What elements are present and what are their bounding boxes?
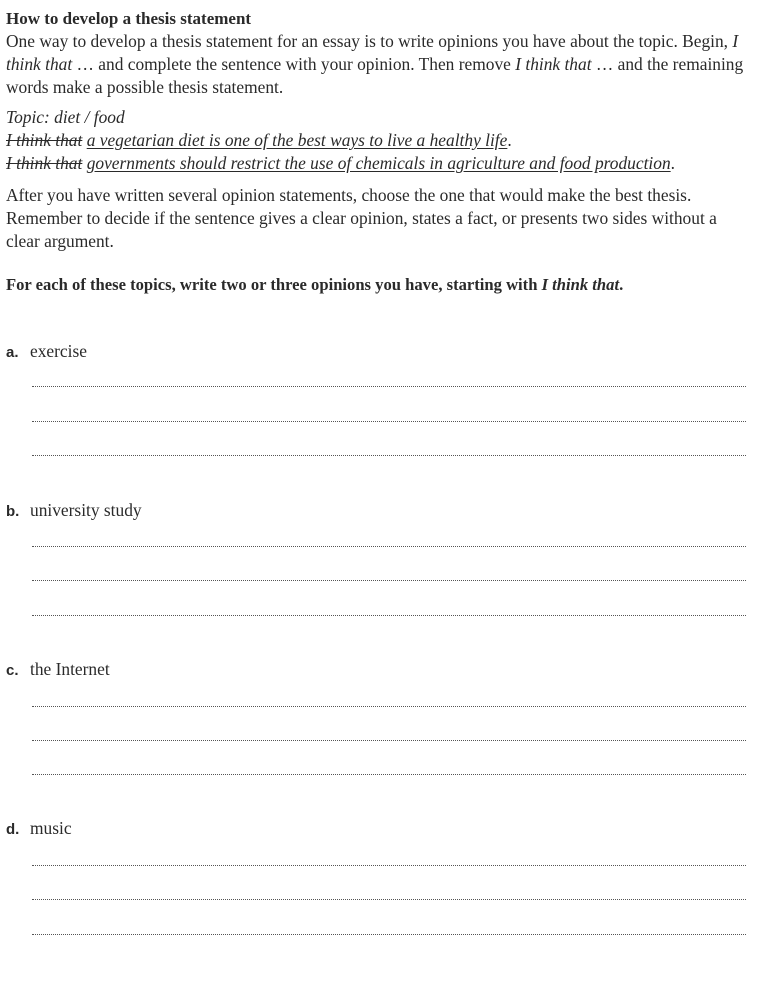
item-topic: university study — [30, 500, 142, 520]
example-block — [6, 106, 751, 175]
answer-line[interactable] — [32, 774, 746, 775]
instruction-italic: I think that — [541, 275, 620, 294]
answer-line[interactable] — [32, 934, 746, 935]
item-letter: b. — [6, 503, 20, 520]
answer-line[interactable] — [32, 546, 746, 547]
answer-line[interactable] — [32, 580, 746, 581]
answer-line[interactable] — [32, 865, 746, 866]
exercise-item-d — [6, 817, 751, 839]
section-heading: How to develop a thesis statement — [6, 9, 252, 28]
instruction-text: For each of these topics, write two or three opinions you have, starting with — [6, 275, 542, 294]
period: . — [670, 153, 676, 173]
answer-line[interactable] — [32, 421, 746, 422]
instruction-end: . — [619, 275, 624, 294]
intro-italic-1: I think that — [6, 31, 739, 74]
intro-italic-2: I think that — [515, 54, 592, 74]
item-heading — [6, 340, 751, 362]
item-letter: d. — [6, 821, 20, 838]
exercise-item-a — [6, 340, 751, 362]
thesis-example-1: a vegetarian diet is one of the best ways to live a healthy life — [86, 130, 508, 150]
intro-paragraph — [6, 30, 751, 99]
item-heading — [6, 658, 751, 680]
exercise-item-c — [6, 658, 751, 680]
struck-prefix: I think that — [6, 153, 83, 173]
guidance-paragraph: After you have written several opinion statements, choose the one that would make the best thesis. Remember to decide if the sentence gives a clear opinion, states a fact, or presents two sides without a clear argument. — [6, 185, 717, 251]
item-heading — [6, 499, 751, 521]
intro-text-2: … and complete the sentence with your opinion. Then remove — [72, 54, 516, 74]
example-sentence-2 — [6, 152, 751, 175]
item-topic: exercise — [30, 341, 87, 361]
period: . — [507, 130, 512, 150]
item-letter: a. — [6, 344, 19, 361]
answer-line[interactable] — [32, 386, 746, 387]
thesis-example-2: governments should restrict the use of chemicals in agriculture and food production — [86, 153, 671, 173]
item-heading — [6, 817, 751, 839]
item-topic: music — [30, 818, 72, 838]
example-sentence-1 — [6, 129, 751, 152]
exercise-item-b — [6, 499, 751, 521]
example-topic: Topic: diet / food — [6, 107, 125, 127]
answer-line[interactable] — [32, 740, 746, 741]
item-topic: the Internet — [30, 659, 110, 679]
worksheet-page — [6, 8, 751, 313]
answer-line[interactable] — [32, 455, 746, 456]
struck-prefix: I think that — [6, 130, 83, 150]
answer-line[interactable] — [32, 899, 746, 900]
intro-text-3: … and the remaining words make a possible thesis statement. — [6, 54, 744, 97]
exercise-instruction — [6, 274, 751, 296]
answer-line[interactable] — [32, 706, 746, 707]
intro-text-1: One way to develop a thesis statement for an essay is to write opinions you have about the topic. Begin, — [6, 31, 733, 51]
answer-line[interactable] — [32, 615, 746, 616]
item-letter: c. — [6, 662, 19, 679]
